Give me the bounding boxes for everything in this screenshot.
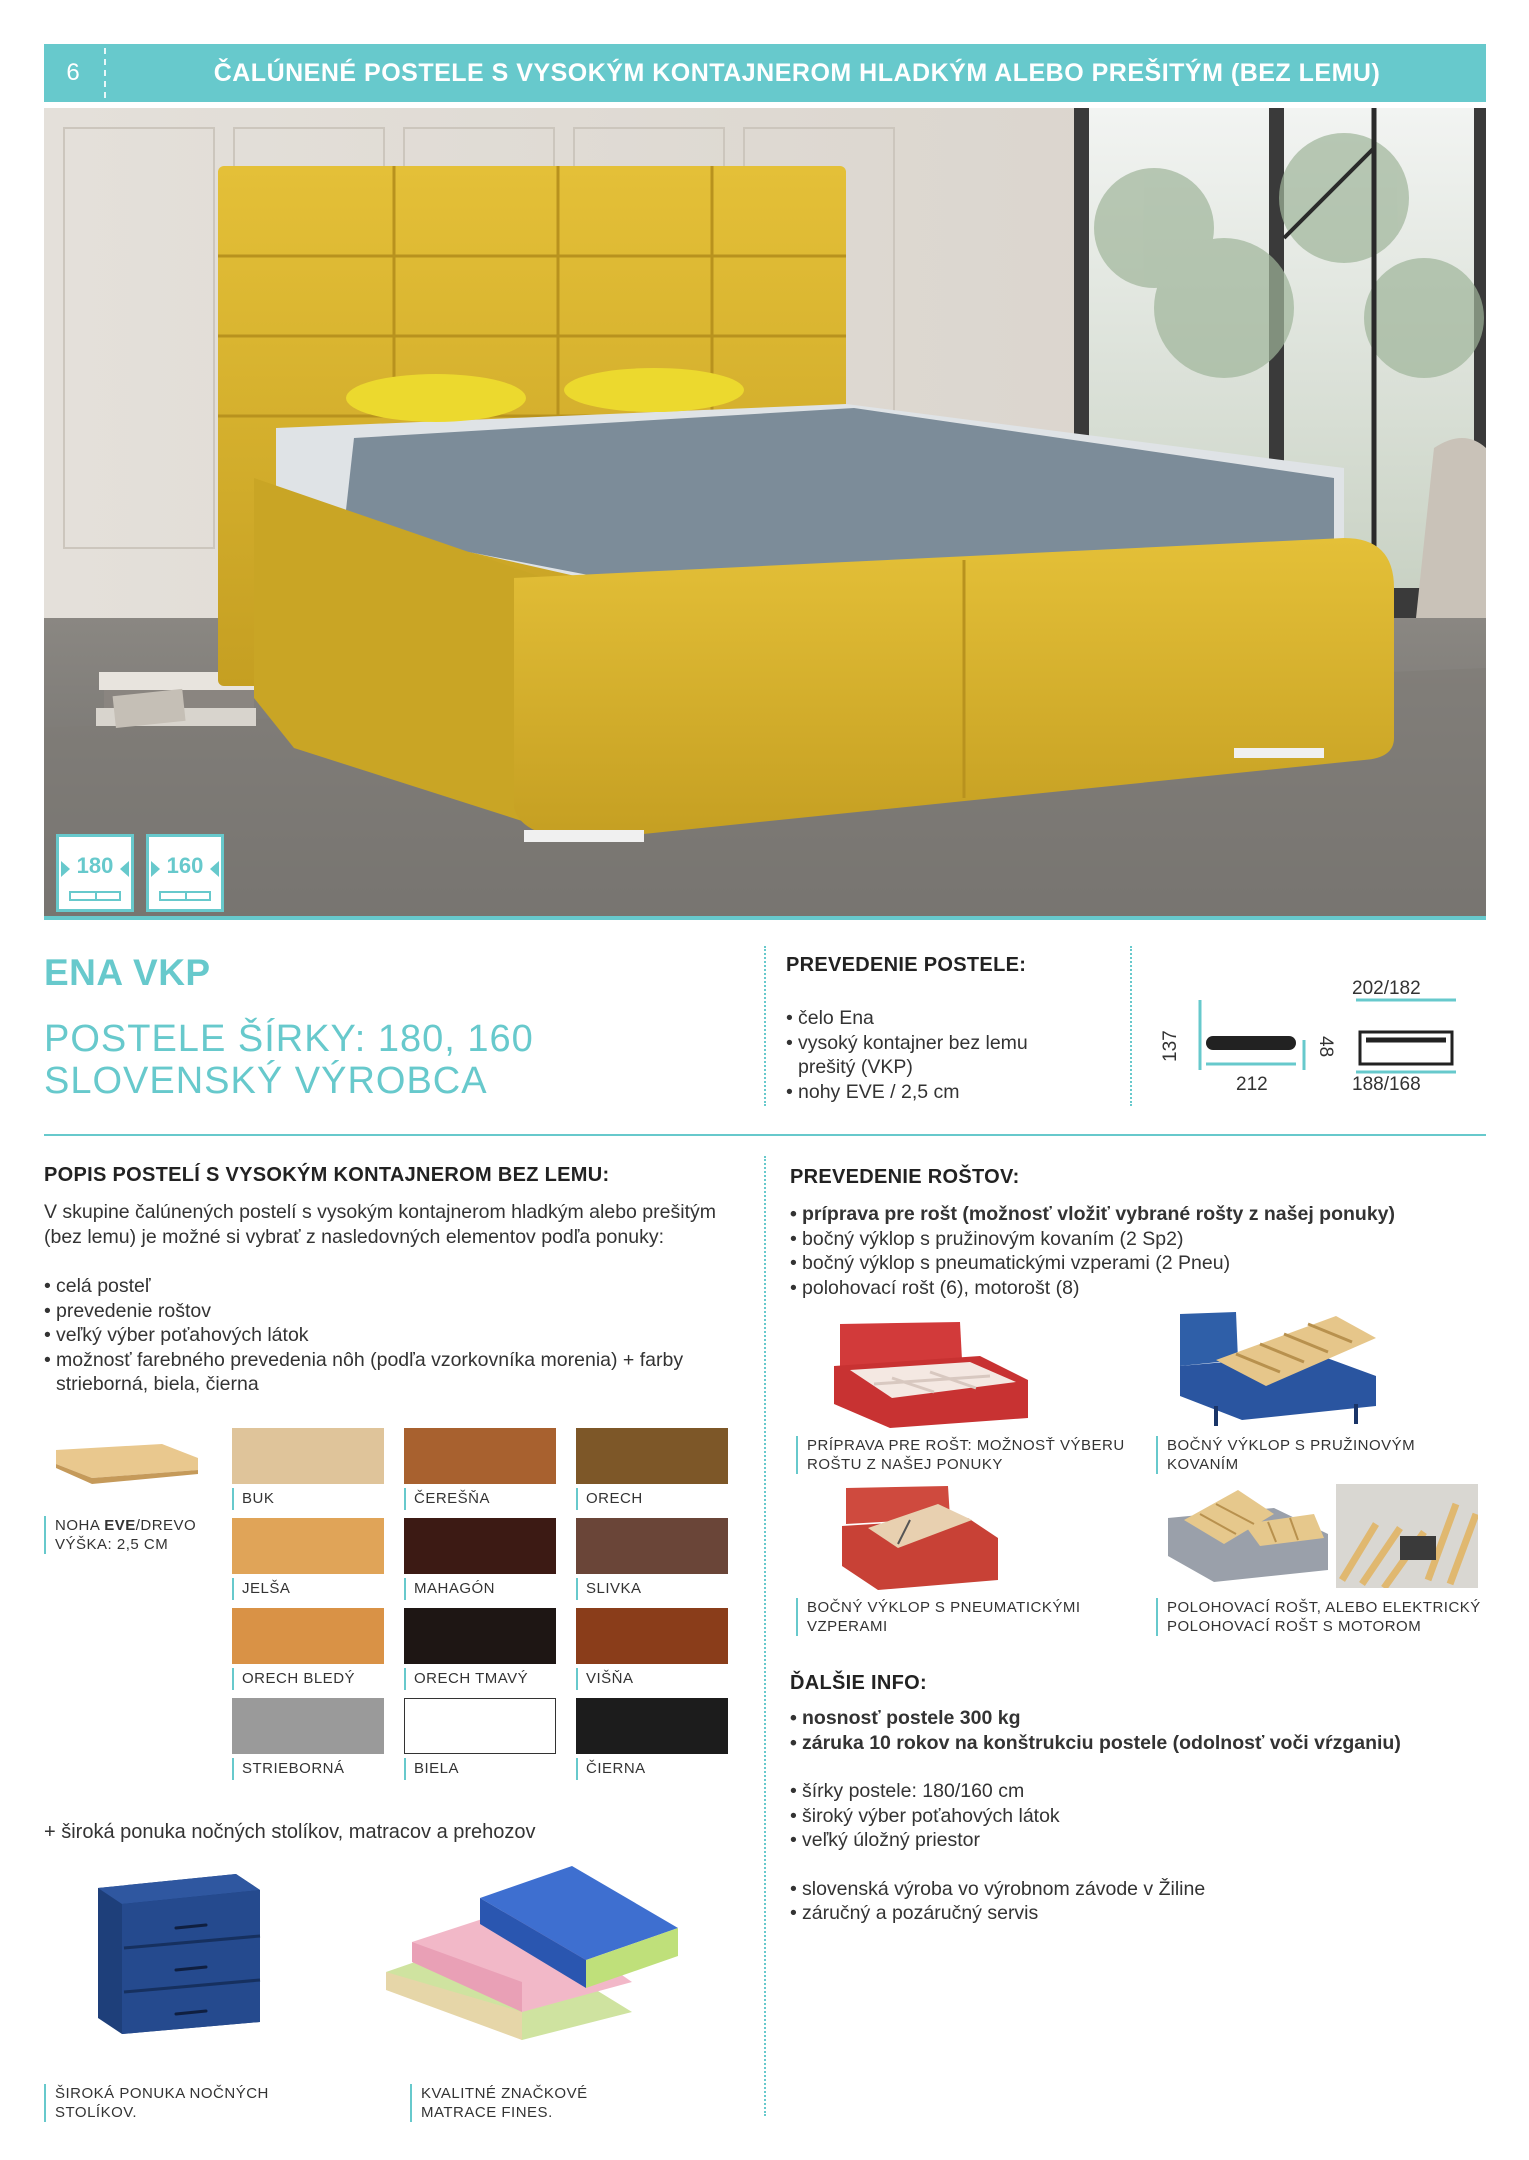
slat-caption-line: BOČNÝ VÝKLOP S PRUŽINOVÝM bbox=[1167, 1437, 1416, 1454]
swatch-mahagon[interactable] bbox=[404, 1518, 556, 1574]
description-item: • možnosť farebného prevedenia nôh (podľa vzorkovníka morenia) + farby bbox=[44, 1348, 744, 1373]
size-badge-value: 180 bbox=[76, 853, 114, 878]
nightstand-caption-line: ŠIROKÁ PONUKA NOČNÝCH bbox=[55, 2085, 269, 2102]
leg-caption bbox=[44, 1516, 196, 1554]
swatch-ceresna[interactable] bbox=[404, 1428, 556, 1484]
description-item: • veľký výber poťahových látok bbox=[44, 1323, 744, 1348]
size-badge-value: 160 bbox=[166, 853, 204, 878]
slat-caption-line: PRÍPRAVA PRE ROŠT: MOŽNOSŤ VÝBERU bbox=[807, 1437, 1125, 1454]
slats-item-bold: • príprava pre rošt (možnosť vložiť vybrané rošty z našej ponuky) bbox=[790, 1202, 1480, 1227]
swatch-biela[interactable] bbox=[404, 1698, 556, 1754]
swatch-orech[interactable] bbox=[576, 1428, 728, 1484]
nightstand-caption bbox=[44, 2084, 269, 2122]
swatch-jelsa[interactable] bbox=[232, 1518, 384, 1574]
mattress-image bbox=[382, 1862, 682, 2042]
bed-design-item-cont: prešitý (VKP) bbox=[798, 1056, 913, 1078]
color-swatch-grid bbox=[232, 1428, 732, 1788]
description-intro-line: V skupine čalúnených postelí s vysokým kontajnerom hladkým alebo prešitým bbox=[44, 1201, 716, 1223]
swatch-label: JELŠA bbox=[232, 1578, 290, 1600]
more-info-item-bold: • záruka 10 rokov na konštrukciu postele (odolnosť voči vŕzganiu) bbox=[790, 1731, 1480, 1756]
dotted-divider bbox=[1130, 946, 1132, 1106]
more-info-item-bold: • nosnosť postele 300 kg bbox=[790, 1706, 1480, 1731]
bed-design-heading: PREVEDENIE POSTELE: bbox=[786, 954, 1027, 976]
leg-caption-suffix: /DREVO bbox=[135, 1517, 197, 1534]
size-badge-160 bbox=[146, 834, 224, 912]
bed-design-item: • nohy EVE / 2,5 cm bbox=[786, 1080, 1116, 1105]
slat-pneumatic-image bbox=[838, 1484, 1002, 1592]
slat-caption-line: POLOHOVACÍ ROŠT S MOTOROM bbox=[1167, 1618, 1422, 1635]
slat-caption-line: BOČNÝ VÝKLOP S PNEUMATICKÝMI bbox=[807, 1599, 1081, 1616]
description-item: • prevedenie roštov bbox=[44, 1299, 744, 1324]
dimension-inner-width: 188/168 bbox=[1352, 1074, 1421, 1095]
description-heading: POPIS POSTELÍ S VYSOKÝM KONTAJNEROM BEZ LEMU: bbox=[44, 1164, 610, 1186]
slat-pneumatic-caption bbox=[796, 1598, 1081, 1636]
slats-item: • polohovací rošt (6), motorošt (8) bbox=[790, 1276, 1480, 1301]
slat-motor-image bbox=[1336, 1484, 1478, 1588]
nightstand-caption-line: STOLÍKOV. bbox=[55, 2104, 138, 2121]
swatch-buk[interactable] bbox=[232, 1428, 384, 1484]
swatch-label: STRIEBORNÁ bbox=[232, 1758, 345, 1780]
slat-spring-image bbox=[1176, 1310, 1386, 1430]
swatch-strieborna[interactable] bbox=[232, 1698, 384, 1754]
extras-heading: + široká ponuka nočných stolíkov, matracov a prehozov bbox=[44, 1821, 536, 1843]
mattress-caption-line: MATRACE FINES. bbox=[421, 2104, 553, 2121]
swatch-label: SLIVKA bbox=[576, 1578, 642, 1600]
description-item-cont: strieborná, biela, čierna bbox=[56, 1373, 259, 1395]
dimension-diagram bbox=[1160, 960, 1490, 1100]
leg-caption-bold: EVE bbox=[104, 1517, 136, 1534]
more-info-item: • slovenská výroba vo výrobnom závode v Žiline bbox=[790, 1877, 1480, 1902]
slat-caption-line: VZPERAMI bbox=[807, 1618, 888, 1635]
slat-prep-caption bbox=[796, 1436, 1125, 1474]
column-divider bbox=[764, 1156, 766, 2116]
more-info-list bbox=[790, 1706, 1480, 1926]
maker-line: SLOVENSKÝ VÝROBCA bbox=[44, 1060, 488, 1102]
page-number: 6 bbox=[66, 59, 80, 86]
dimension-headboard-height: 137 bbox=[1160, 1030, 1181, 1062]
swatch-cierna[interactable] bbox=[576, 1698, 728, 1754]
slat-prep-image bbox=[830, 1320, 1030, 1430]
more-info-heading: ĎALŠIE INFO: bbox=[790, 1672, 927, 1694]
dimension-length: 212 bbox=[1236, 1074, 1268, 1095]
swatch-orech-tmavy[interactable] bbox=[404, 1608, 556, 1664]
description-item: • celá posteľ bbox=[44, 1274, 744, 1299]
slat-spring-caption bbox=[1156, 1436, 1415, 1474]
slats-item: • bočný výklop s pružinovým kovaním (2 Sp2) bbox=[790, 1227, 1480, 1252]
swatch-label: ORECH TMAVÝ bbox=[404, 1668, 528, 1690]
product-name: ENA VKP bbox=[44, 952, 211, 993]
dotted-divider bbox=[764, 946, 766, 1106]
leg-image bbox=[52, 1440, 202, 1490]
leg-caption-height: VÝŠKA: 2,5 CM bbox=[55, 1536, 169, 1553]
description-list bbox=[44, 1274, 744, 1397]
swatch-label: ČIERNA bbox=[576, 1758, 646, 1780]
description-intro bbox=[44, 1200, 744, 1249]
swatch-label: BIELA bbox=[404, 1758, 459, 1780]
more-info-item: • veľký úložný priestor bbox=[790, 1828, 1480, 1853]
header-divider bbox=[104, 48, 106, 98]
more-info-item: • záručný a pozáručný servis bbox=[790, 1901, 1480, 1926]
slat-caption-line: POLOHOVACÍ ROŠT, ALEBO ELEKTRICKÝ bbox=[1167, 1599, 1481, 1616]
slats-item: • bočný výklop s pneumatickými vzperami (2 Pneu) bbox=[790, 1251, 1480, 1276]
nightstand-image bbox=[84, 1866, 264, 2036]
slat-adjustable-image bbox=[1164, 1484, 1332, 1594]
dimension-container-height: 48 bbox=[1315, 1036, 1336, 1058]
slat-caption-line: KOVANÍM bbox=[1167, 1456, 1239, 1473]
swatch-label: BUK bbox=[232, 1488, 274, 1510]
leg-caption-prefix: NOHA bbox=[55, 1517, 105, 1534]
page-title: ČALÚNENÉ POSTELE S VYSOKÝM KONTAJNEROM HLADKÝM ALEBO PREŠITÝM (BEZ LEMU) bbox=[213, 59, 1381, 87]
mattress-caption-line: KVALITNÉ ZNAČKOVÉ bbox=[421, 2085, 588, 2102]
swatch-label: ORECH BLEDÝ bbox=[232, 1668, 355, 1690]
description-intro-line: (bez lemu) je možné si vybrať z nasledovných elementov podľa ponuky: bbox=[44, 1225, 664, 1248]
bed-design-item: • čelo Ena bbox=[786, 1006, 1116, 1031]
width-line: POSTELE ŠÍRKY: 180, 160 bbox=[44, 1018, 534, 1060]
swatch-label: VIŠŇA bbox=[576, 1668, 634, 1690]
section-rule bbox=[44, 1134, 1486, 1136]
hero-photo bbox=[44, 108, 1486, 920]
swatch-slivka[interactable] bbox=[576, 1518, 728, 1574]
slat-caption-line: ROŠTU Z NAŠEJ PONUKY bbox=[807, 1456, 1003, 1473]
more-info-item: • šírky postele: 180/160 cm bbox=[790, 1779, 1480, 1804]
swatch-label: ORECH bbox=[576, 1488, 643, 1510]
slats-list bbox=[790, 1202, 1480, 1300]
bed-illustration bbox=[44, 108, 1486, 916]
slat-adjustable-caption bbox=[1156, 1598, 1481, 1636]
swatch-orech-bledy[interactable] bbox=[232, 1608, 384, 1664]
more-info-item: • široký výber poťahových látok bbox=[790, 1804, 1480, 1829]
bed-design-item: • vysoký kontajner bez lemu bbox=[786, 1031, 1116, 1056]
dimension-outer-width: 202/182 bbox=[1352, 978, 1421, 999]
swatch-label: ČEREŠŇA bbox=[404, 1488, 490, 1510]
bed-design-list bbox=[786, 1006, 1116, 1104]
size-badge-180 bbox=[56, 834, 134, 912]
swatch-visna[interactable] bbox=[576, 1608, 728, 1664]
mattress-caption bbox=[410, 2084, 588, 2122]
swatch-label: MAHAGÓN bbox=[404, 1578, 495, 1600]
slats-heading: PREVEDENIE ROŠTOV: bbox=[790, 1166, 1020, 1188]
